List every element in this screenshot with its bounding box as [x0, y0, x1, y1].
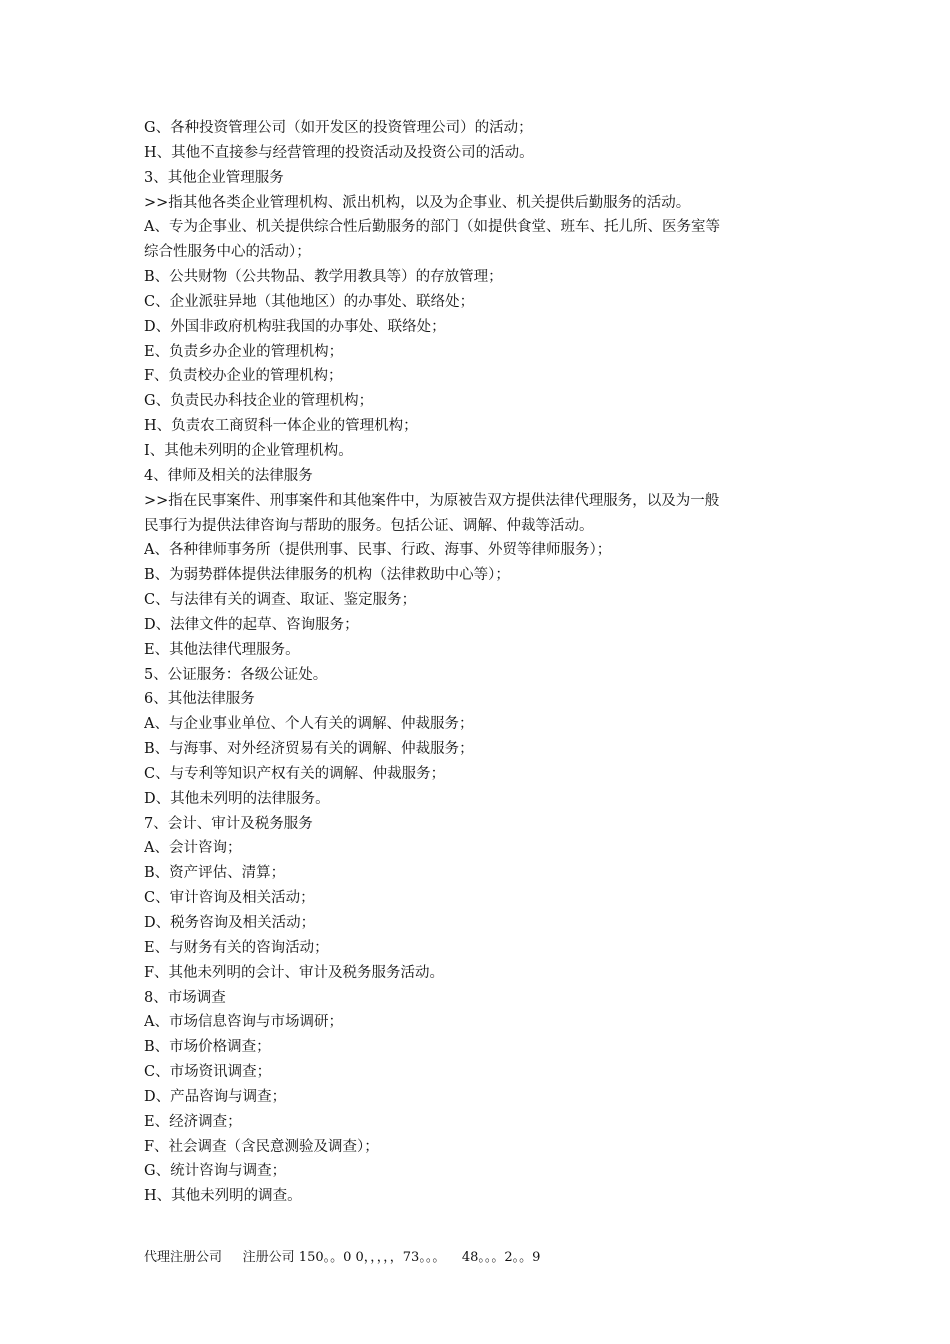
- text-line: D、其他未列明的法律服务。: [144, 790, 330, 807]
- text-line: G、各种投资管理公司（如开发区的投资管理公司）的活动；: [144, 120, 533, 136]
- text-line: >>指其他各类企业管理机构、派出机构，以及为企事业、机关提供后勤服务的活动。: [144, 194, 691, 211]
- text-line: H、其他不直接参与经营管理的投资活动及投资公司的活动。: [144, 144, 534, 161]
- text-line: >>指在民事案件、刑事案件和其他案件中，为原被告双方提供法律代理服务，以及为一般: [144, 492, 720, 509]
- text-line: 民事行为提供法律咨询与帮助的服务。包括公证、调解、仲裁等活动。: [144, 517, 594, 534]
- text-line: C、企业派驻异地（其他地区）的办事处、联络处；: [144, 293, 475, 310]
- text-line: C、审计咨询及相关活动；: [144, 890, 315, 907]
- text-line: G、负责民办科技企业的管理机构；: [144, 393, 374, 410]
- text-line: F、负责校办企业的管理机构；: [144, 368, 343, 385]
- section-heading: 3、其他企业管理服务: [144, 169, 284, 186]
- text-line: A、会计咨询；: [144, 840, 242, 857]
- text-line: F、其他未列明的会计、审计及税务服务活动。: [144, 964, 445, 981]
- text-line: G、统计咨询与调查；: [144, 1163, 287, 1180]
- text-line: E、与财务有关的咨询活动；: [144, 939, 329, 956]
- text-line: B、为弱势群体提供法律服务的机构（法律救助中心等）；: [144, 567, 510, 584]
- text-line: B、市场价格调查；: [144, 1039, 271, 1056]
- text-line: D、产品咨询与调查；: [144, 1088, 287, 1105]
- text-line: A、各种律师事务所（提供刑事、民事、行政、海事、外贸等律师服务）；: [144, 542, 612, 559]
- page-footer: 代理注册公司 注册公司 150。。0 0，，，，，73。。。 48。。。2。。9: [144, 1250, 541, 1265]
- section-heading: 4、律师及相关的法律服务: [144, 467, 313, 484]
- section-heading: 8、市场调查: [144, 989, 226, 1006]
- text-line: H、负责农工商贸科一体企业的管理机构；: [144, 418, 418, 435]
- text-line: B、公共财物（公共物品、教学用教具等）的存放管理；: [144, 269, 503, 286]
- text-line: C、与专利等知识产权有关的调解、仲裁服务；: [144, 765, 446, 782]
- section-heading: 7、会计、审计及税务服务: [144, 815, 313, 832]
- text-line: C、与法律有关的调查、取证、鉴定服务；: [144, 592, 417, 609]
- text-line: H、其他未列明的调查。: [144, 1188, 302, 1205]
- text-line: A、与企业事业单位、个人有关的调解、仲裁服务；: [144, 716, 474, 733]
- text-line: A、市场信息咨询与市场调研；: [144, 1014, 343, 1031]
- text-line: E、其他法律代理服务。: [144, 641, 300, 658]
- text-line: D、法律文件的起草、咨询服务；: [144, 616, 359, 633]
- text-line: C、市场资讯调查；: [144, 1064, 272, 1081]
- section-heading: 6、其他法律服务: [144, 691, 255, 708]
- text-line: D、税务咨询及相关活动；: [144, 915, 316, 931]
- text-line: A、专为企事业、机关提供综合性后勤服务的部门（如提供食堂、班车、托儿所、医务室等: [144, 219, 720, 236]
- document-body: [144, 116, 814, 1209]
- section-heading: 5、公证服务：各级公证处。: [144, 666, 328, 683]
- text-line: B、与海事、对外经济贸易有关的调解、仲裁服务；: [144, 741, 474, 758]
- text-line: E、负责乡办企业的管理机构；: [144, 343, 344, 360]
- text-line: D、外国非政府机构驻我国的办事处、联络处；: [144, 318, 446, 335]
- text-line: E、经济调查；: [144, 1113, 242, 1130]
- text-line: I、其他未列明的企业管理机构。: [144, 442, 353, 459]
- text-line: B、资产评估、清算；: [144, 865, 286, 882]
- text-line: F、社会调查（含民意测验及调查）；: [144, 1138, 379, 1155]
- text-line: 综合性服务中心的活动）；: [144, 244, 311, 261]
